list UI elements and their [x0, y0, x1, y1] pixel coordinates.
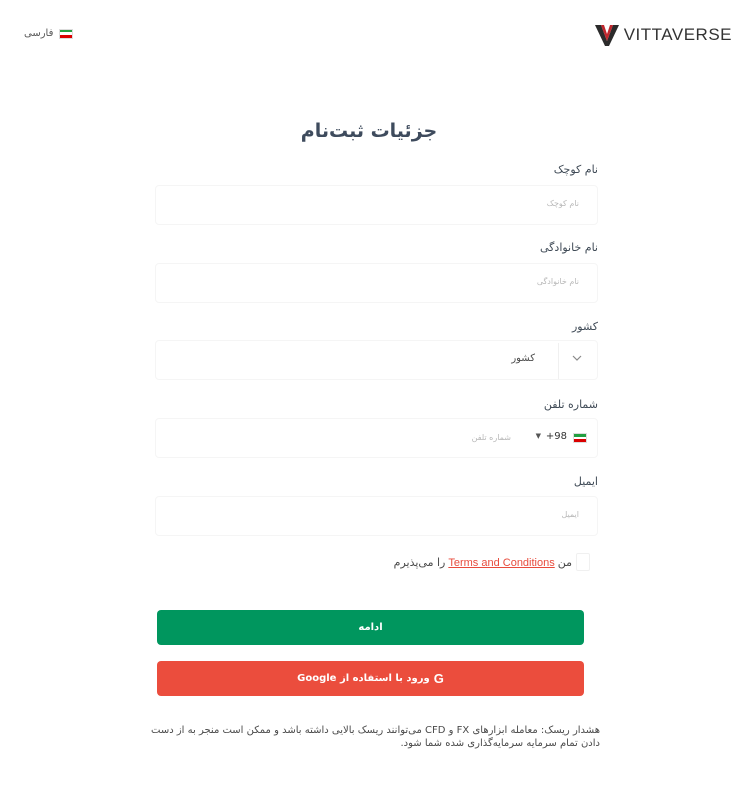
- country-label: کشور: [571, 320, 598, 333]
- iran-flag-icon: [573, 433, 587, 443]
- terms-link[interactable]: Terms and Conditions: [448, 556, 555, 569]
- select-divider: [558, 343, 559, 379]
- last-name-input[interactable]: [155, 263, 598, 303]
- last-name-label: نام خانوادگی: [540, 241, 598, 254]
- terms-prefix: من: [557, 556, 572, 569]
- iran-flag-icon: [59, 29, 73, 39]
- first-name-label: نام کوچک: [553, 163, 598, 176]
- brand-logo: [594, 22, 732, 48]
- terms-checkbox[interactable]: [576, 553, 590, 571]
- vittaverse-logo-icon: [594, 22, 620, 48]
- email-input[interactable]: [155, 496, 598, 536]
- google-login-button[interactable]: [157, 661, 584, 696]
- language-switcher[interactable]: [24, 28, 73, 39]
- brand-name: VITTAVERSE: [623, 25, 732, 44]
- phone-label: شماره تلفن: [543, 398, 598, 411]
- phone-country-code[interactable]: +98: [545, 431, 567, 442]
- language-label: فارسی: [24, 28, 54, 39]
- caret-down-icon[interactable]: ▼: [535, 432, 541, 440]
- email-placeholder: ایمیل: [561, 510, 579, 519]
- email-label: ایمیل: [573, 475, 598, 488]
- country-select[interactable]: [155, 340, 598, 380]
- country-select-value: کشور: [511, 353, 535, 364]
- first-name-input[interactable]: [155, 185, 598, 225]
- risk-disclaimer: هشدار ریسک: معامله ابزارهای FX و CFD می‌توانند ریسک بالایی داشته باشد و ممکن است منجر به از دست دادن تمام سرمایه سرمایه‌گذاری شده شما شود.: [151, 725, 600, 749]
- continue-button[interactable]: [157, 610, 584, 645]
- page-title: جزئیات ثبت‌نام: [300, 120, 438, 142]
- google-login-label: ورود با استفاده از Google: [297, 673, 430, 684]
- continue-label: ادامه: [358, 622, 383, 633]
- phone-input[interactable]: [155, 418, 598, 458]
- terms-suffix: را می‌پذیرم: [393, 556, 446, 569]
- chevron-down-icon: [571, 352, 583, 364]
- phone-placeholder: شماره تلفن: [471, 433, 511, 442]
- terms-text: [394, 556, 572, 569]
- google-icon: G: [433, 671, 444, 686]
- first-name-placeholder: نام کوچک: [546, 199, 579, 208]
- last-name-placeholder: نام خانوادگی: [536, 277, 579, 286]
